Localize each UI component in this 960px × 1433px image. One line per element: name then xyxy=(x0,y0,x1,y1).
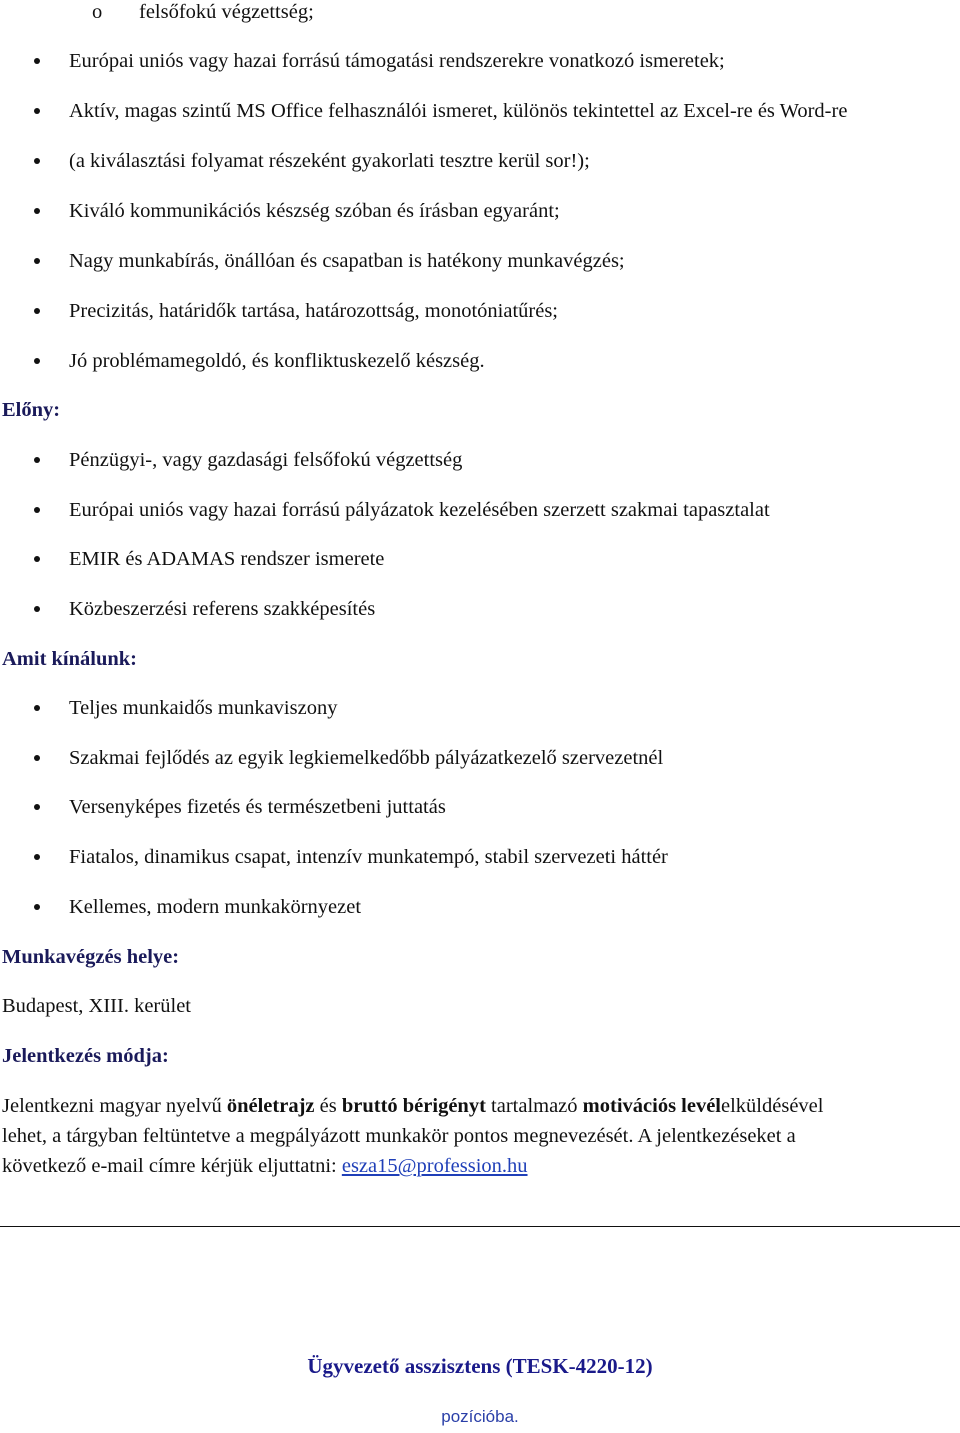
advantage-heading: Előny: xyxy=(2,399,61,421)
bullet-icon xyxy=(34,556,40,562)
salary-emphasis: bruttó bérigényt xyxy=(341,1095,486,1117)
horizontal-divider xyxy=(0,1226,960,1227)
list-item-text: Pénzügyi-, vagy gazdasági felsőfokú végzettség xyxy=(69,449,463,471)
cv-emphasis: önéletrajz xyxy=(226,1095,315,1117)
list-item xyxy=(0,46,960,76)
application-paragraph xyxy=(2,1091,958,1181)
list-item-text: Aktív, magas szintű MS Office felhasználói ismeret, különös tekintettel az Excel-re és Word-re xyxy=(69,100,848,122)
application-line-1 xyxy=(2,1091,958,1121)
list-item xyxy=(0,296,960,326)
bullet-icon xyxy=(34,258,40,264)
application-text: és xyxy=(314,1095,342,1117)
application-text: elküldésével xyxy=(721,1095,824,1117)
bullet-icon xyxy=(34,606,40,612)
list-item xyxy=(0,246,960,276)
email-link[interactable]: esza15@profession.hu xyxy=(341,1155,528,1177)
footer-title: Ügyvezető asszisztens (TESK-4220-12) xyxy=(307,1354,653,1378)
list-item xyxy=(0,842,960,872)
list-item-text: Közbeszerzési referens szakképesítés xyxy=(69,598,376,620)
list-item xyxy=(0,594,960,624)
list-item-text: Európai uniós vagy hazai forrású pályázatok kezelésében szerzett szakmai tapasztalat xyxy=(69,499,770,521)
list-item xyxy=(0,146,960,176)
bullet-icon xyxy=(34,705,40,711)
bullet-icon xyxy=(34,755,40,761)
sub-bullet-marker: o xyxy=(92,1,103,23)
sub-list-item-text: felsőfokú végzettség; xyxy=(139,1,314,23)
list-item-text: Jó problémamegoldó, és konfliktuskezelő készség. xyxy=(69,350,485,372)
list-item xyxy=(0,792,960,822)
sub-list-item xyxy=(0,0,960,27)
application-line-2: lehet, a tárgyban feltüntetve a megpályázott munkakör pontos megnevezését. A jelentkezéseket a xyxy=(2,1125,796,1147)
list-item xyxy=(0,96,960,126)
location-value: Budapest, XIII. kerület xyxy=(2,995,191,1017)
bullet-icon xyxy=(34,358,40,364)
footer-subtitle: pozícióba. xyxy=(441,1407,519,1426)
bullet-icon xyxy=(34,308,40,314)
motivation-letter-emphasis: motivációs levél xyxy=(582,1095,722,1117)
list-item-text: Kellemes, modern munkakörnyezet xyxy=(69,896,362,918)
application-line-3 xyxy=(2,1151,958,1181)
bullet-icon xyxy=(34,507,40,513)
list-item xyxy=(0,544,960,574)
application-text: Jelentkezni magyar nyelvű xyxy=(2,1095,227,1117)
application-heading: Jelentkezés módja: xyxy=(2,1045,169,1067)
list-item-text: Szakmai fejlődés az egyik legkiemelkedőbb pályázatkezelő szervezetnél xyxy=(69,747,664,769)
list-item xyxy=(0,196,960,226)
list-item-text: Precizitás, határidők tartása, határozottság, monotóniatűrés; xyxy=(69,300,558,322)
bullet-icon xyxy=(34,108,40,114)
list-item-text: Teljes munkaidős munkaviszony xyxy=(69,697,338,719)
bullet-icon xyxy=(34,58,40,64)
application-text: tartalmazó xyxy=(485,1095,583,1117)
list-item xyxy=(0,892,960,922)
list-item-text: Nagy munkabírás, önállóan és csapatban is hatékony munkavégzés; xyxy=(69,250,625,272)
list-item-text: (a kiválasztási folyamat részeként gyakorlati tesztre kerül sor!); xyxy=(69,150,590,172)
list-item-text: Európai uniós vagy hazai forrású támogatási rendszerekre vonatkozó ismeretek; xyxy=(69,50,725,72)
location-heading: Munkavégzés helye: xyxy=(2,946,180,968)
bullet-icon xyxy=(34,804,40,810)
offer-heading: Amit kínálunk: xyxy=(2,648,138,670)
bullet-icon xyxy=(34,158,40,164)
bullet-icon xyxy=(34,457,40,463)
list-item xyxy=(0,346,960,376)
bullet-icon xyxy=(34,904,40,910)
bullet-icon xyxy=(34,208,40,214)
list-item-text: EMIR és ADAMAS rendszer ismerete xyxy=(69,548,385,570)
bullet-icon xyxy=(34,854,40,860)
list-item xyxy=(0,495,960,525)
list-item xyxy=(0,743,960,773)
list-item xyxy=(0,445,960,475)
application-text: következő e-mail címre kérjük eljuttatni: xyxy=(2,1155,342,1177)
list-item-text: Versenyképes fizetés és természetbeni juttatás xyxy=(69,796,446,818)
list-item-text: Fiatalos, dinamikus csapat, intenzív munkatempó, stabil szervezeti háttér xyxy=(69,846,668,868)
list-item-text: Kiváló kommunikációs készség szóban és írásban egyaránt; xyxy=(69,200,560,222)
list-item xyxy=(0,693,960,723)
